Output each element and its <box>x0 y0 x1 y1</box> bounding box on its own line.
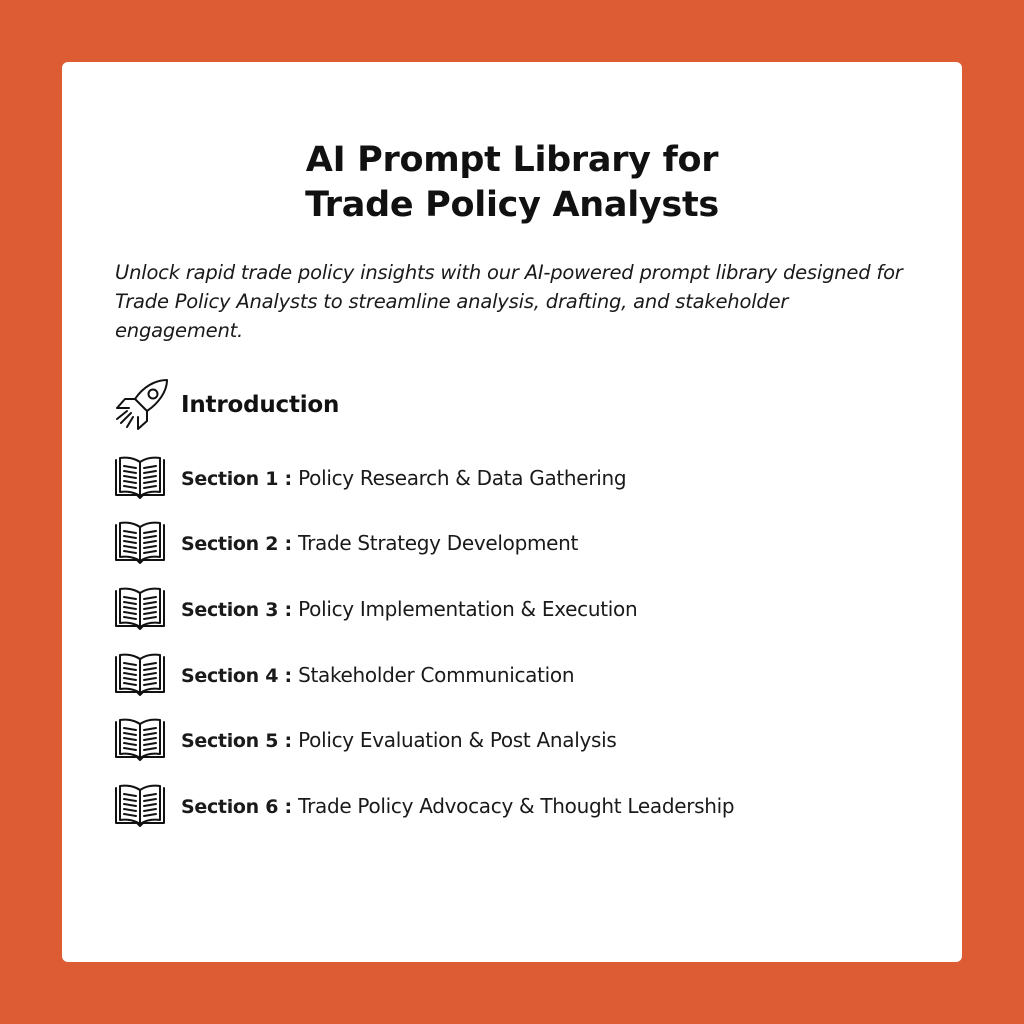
page-title-line-1: AI Prompt Library for <box>305 140 719 180</box>
open-book-icon <box>113 587 167 631</box>
open-book-icon <box>113 456 167 500</box>
section-label-4 <box>181 663 574 687</box>
section-label-5 <box>181 728 617 752</box>
section-title: Policy Research & Data Gathering <box>298 466 627 490</box>
section-item-4[interactable] <box>113 653 574 697</box>
section-number: Section 5 <box>181 730 279 752</box>
section-item-2[interactable] <box>113 521 578 565</box>
section-item-6[interactable] <box>113 784 734 828</box>
section-title: Policy Evaluation & Post Analysis <box>298 728 617 752</box>
section-separator: : <box>278 533 299 555</box>
section-number: Section 6 <box>181 796 279 818</box>
section-number: Section 4 <box>181 665 279 687</box>
section-number: Section 1 <box>181 468 279 490</box>
section-title: Stakeholder Communication <box>298 663 575 687</box>
section-title: Policy Implementation & Execution <box>298 597 638 621</box>
section-number: Section 3 <box>181 599 279 621</box>
section-item-5[interactable] <box>113 718 617 762</box>
open-book-icon <box>113 718 167 762</box>
open-book-icon <box>113 521 167 565</box>
page-title <box>0 138 1024 228</box>
section-label-3 <box>181 597 637 621</box>
open-book-icon <box>113 653 167 697</box>
section-label-2 <box>181 531 578 555</box>
section-separator: : <box>278 599 299 621</box>
section-title: Trade Strategy Development <box>298 531 579 555</box>
section-separator: : <box>278 796 299 818</box>
open-book-icon <box>113 784 167 828</box>
intro-item[interactable] <box>113 377 339 433</box>
section-separator: : <box>278 665 299 687</box>
intro-label: Introduction <box>181 392 340 418</box>
section-separator: : <box>278 730 299 752</box>
page-subtitle: Unlock rapid trade policy insights with our AI-powered prompt library designed for Trade Policy Analysts to streamline analysis, drafting, and stakeholder engagement. <box>115 261 903 342</box>
section-title: Trade Policy Advocacy & Thought Leadership <box>298 794 735 818</box>
rocket-icon <box>113 377 171 433</box>
section-item-1[interactable] <box>113 456 626 500</box>
section-label-6 <box>181 794 734 818</box>
section-item-3[interactable] <box>113 587 637 631</box>
section-number: Section 2 <box>181 533 279 555</box>
section-label-1 <box>181 466 626 490</box>
page-title-line-2: Trade Policy Analysts <box>305 185 719 225</box>
section-separator: : <box>278 468 299 490</box>
